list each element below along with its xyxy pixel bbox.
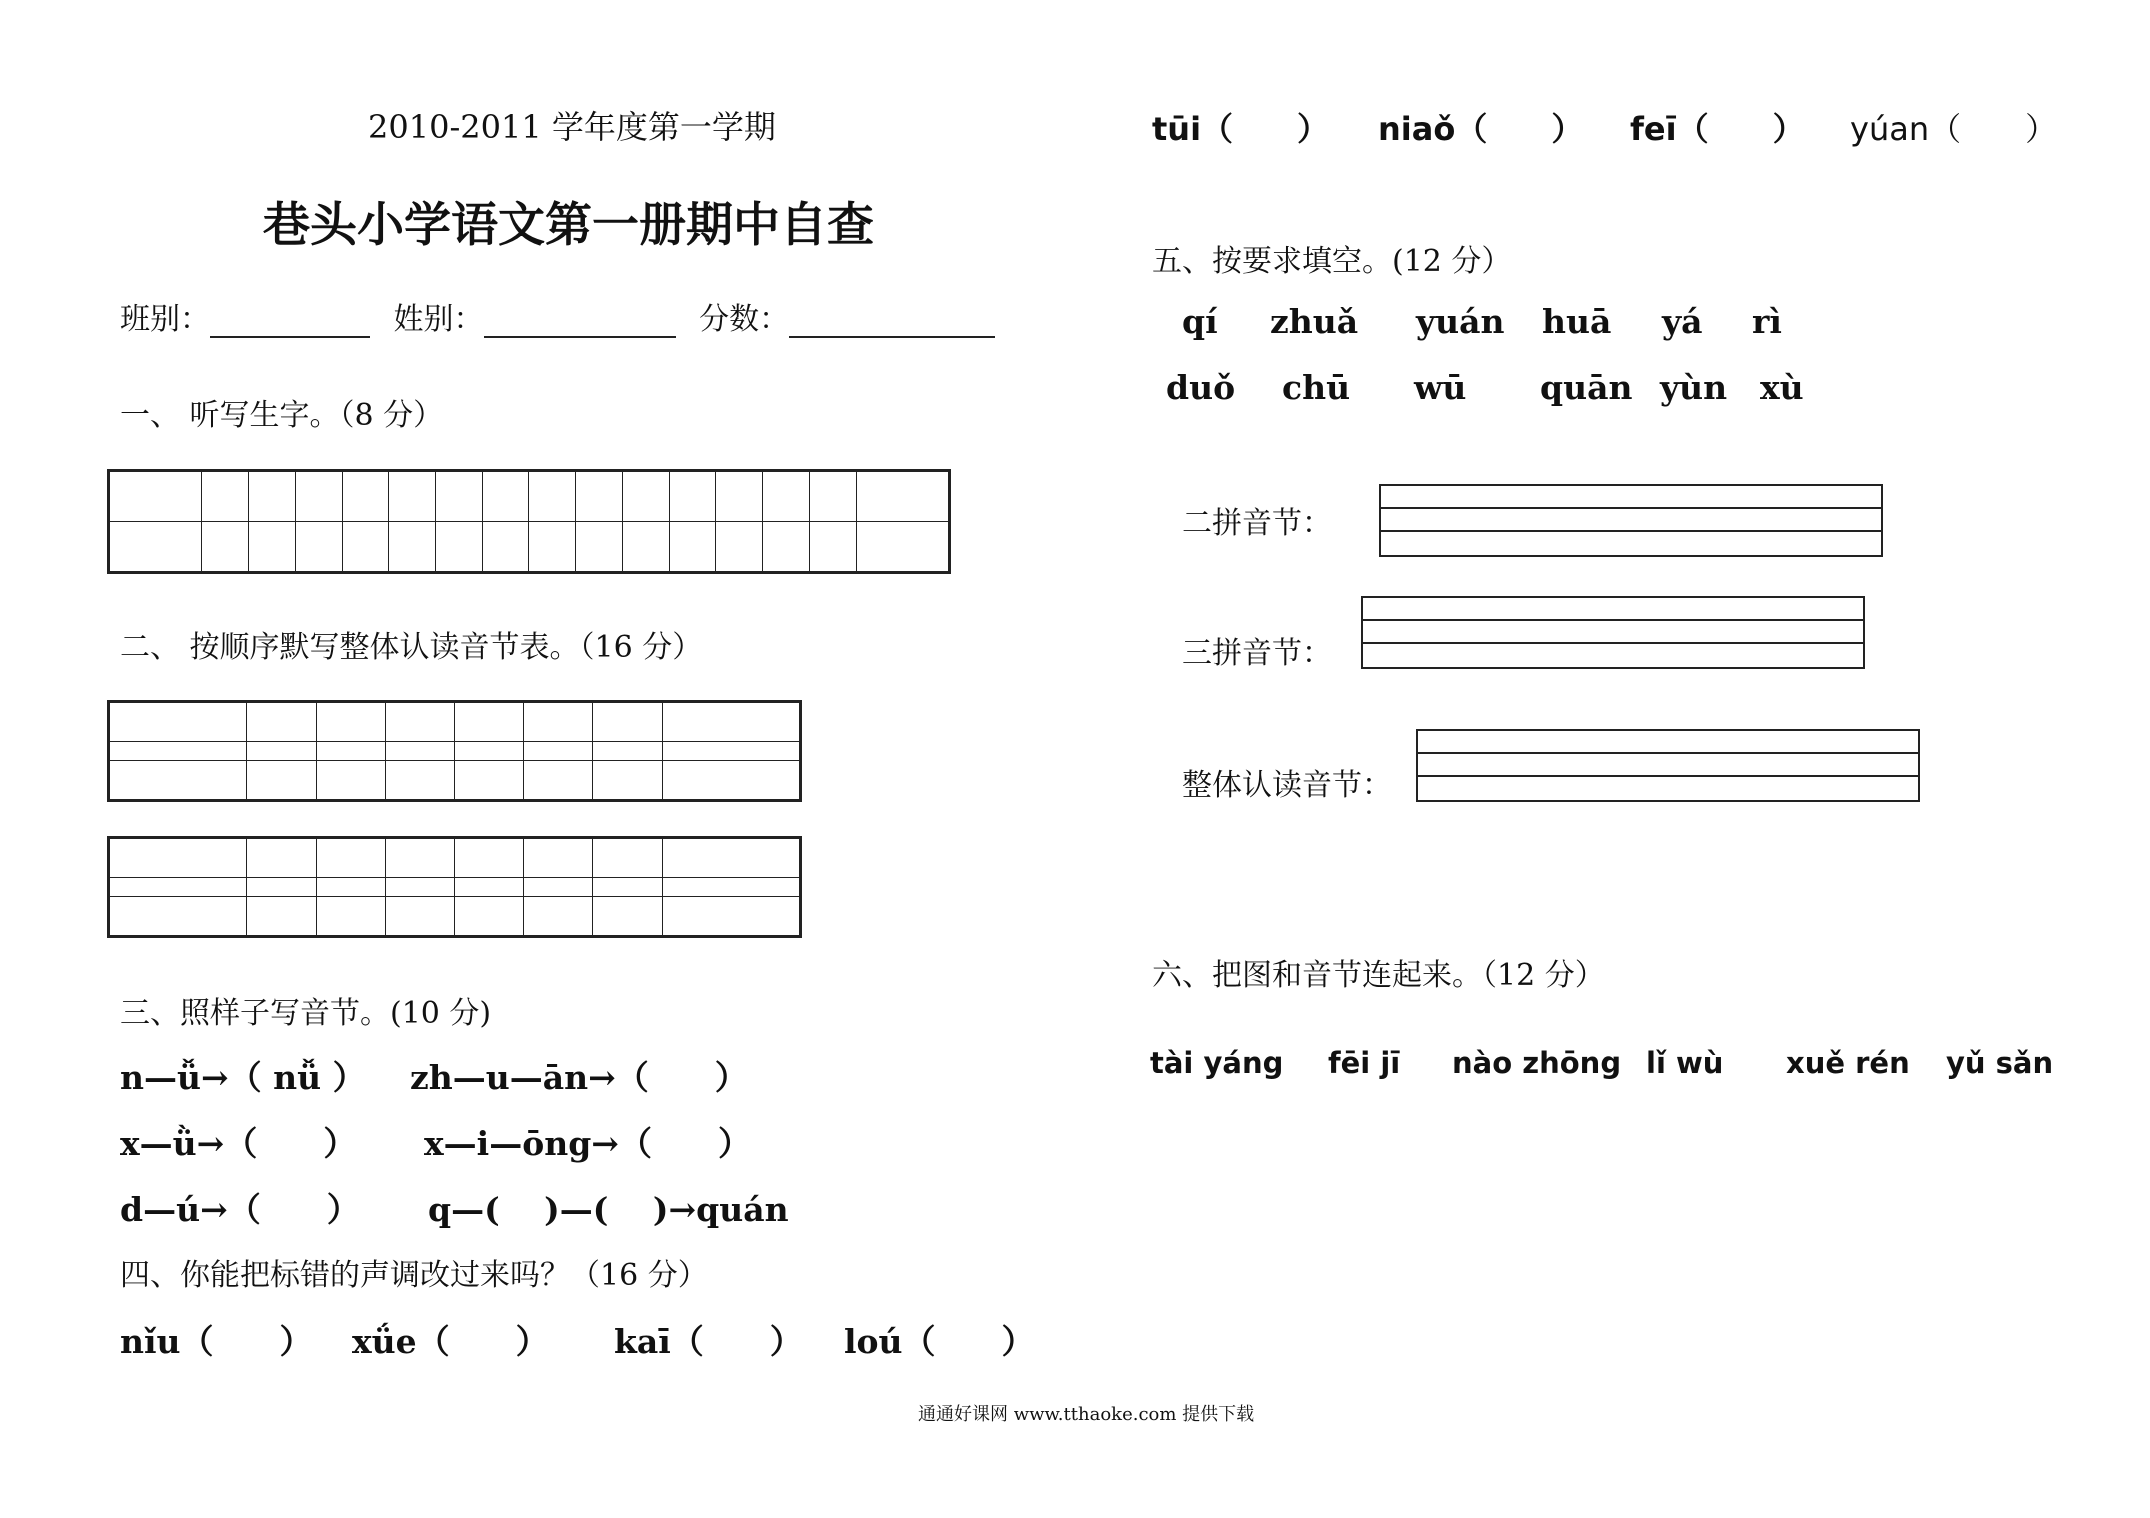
- s5-syllable: quān: [1540, 368, 1633, 407]
- s5-syllable: wū: [1414, 368, 1467, 407]
- s4-item-6: niaǒ（ ）: [1378, 110, 1584, 148]
- info-row: [120, 294, 995, 338]
- two-syllable-answer[interactable]: [1379, 484, 1883, 557]
- whole-syllable-label: 整体认读音节：: [1182, 768, 1392, 803]
- two-syllable-label: 二拼音节：: [1182, 506, 1332, 541]
- s3-row2-a: x—ǜ→（ ）: [120, 1124, 357, 1163]
- s4-item-5: tūi（ ）: [1152, 110, 1330, 148]
- s4-item-2: xǘe（ ）: [352, 1322, 549, 1361]
- s4-item-1: nǐu（ ）: [120, 1322, 313, 1361]
- s6-word-4[interactable]: lǐ wù: [1646, 1046, 1724, 1080]
- s5-syllable: rì: [1752, 302, 1782, 341]
- s3-row1-b: zh—u—ān→（ ）: [410, 1058, 748, 1097]
- s6-word-2[interactable]: fēi jī: [1328, 1046, 1401, 1080]
- section-2-heading: 二、 按顺序默写整体认读音节表。（16 分）: [120, 630, 703, 665]
- section-1-heading: 一、 听写生字。（8 分）: [120, 398, 444, 433]
- section-3-heading: 三、照样子写音节。(10 分): [120, 996, 492, 1031]
- s5-syllable: qí: [1182, 302, 1218, 341]
- s5-syllable: yùn: [1660, 368, 1728, 407]
- s6-word-3[interactable]: nào zhōng: [1452, 1046, 1622, 1080]
- score-field[interactable]: [789, 310, 995, 338]
- s5-syllable: zhuǎ: [1270, 302, 1359, 341]
- s4-item-8: yúan（ ）: [1850, 110, 2058, 148]
- s3-row1-a: n—ǚ→（ nǚ ）: [120, 1058, 366, 1097]
- whole-syllable-answer[interactable]: [1416, 729, 1920, 802]
- score-label: 分数：: [699, 302, 790, 337]
- s5-syllable: huā: [1542, 302, 1612, 341]
- name-field[interactable]: [484, 310, 676, 338]
- s3-row2-b: x—i—ōng→（ ）: [424, 1124, 751, 1163]
- s5-syllable: xù: [1760, 368, 1804, 407]
- s5-syllable: duǒ: [1166, 368, 1236, 407]
- section-5-heading: 五、按要求填空。(12 分）: [1152, 244, 1512, 279]
- name-label: 姓别：: [393, 302, 484, 337]
- s6-word-1[interactable]: tài yáng: [1150, 1046, 1284, 1080]
- s3-row3-b: q—( )—( )→quán: [428, 1190, 789, 1229]
- section-4-heading: 四、你能把标错的声调改过来吗？（16 分）: [120, 1258, 708, 1293]
- s6-word-5[interactable]: xuě rén: [1786, 1046, 1910, 1080]
- s6-word-6[interactable]: yǔ sǎn: [1946, 1046, 2054, 1080]
- section-6-heading: 六、把图和音节连起来。（12 分）: [1152, 958, 1605, 993]
- footer-text: 通通好课网 www.tthaoke.com 提供下载: [918, 1404, 1255, 1425]
- syllable-grid-1[interactable]: [107, 700, 802, 802]
- s5-syllable: chū: [1282, 368, 1351, 407]
- s3-row3-a: d—ú→（ ）: [120, 1190, 360, 1229]
- s5-syllable: yá: [1662, 302, 1703, 341]
- s4-item-7: feī（ ）: [1630, 110, 1805, 148]
- dictation-grid[interactable]: [107, 469, 951, 574]
- syllable-grid-2[interactable]: [107, 836, 802, 938]
- class-label: 班别：: [120, 302, 210, 337]
- s5-syllable: yuán: [1416, 302, 1505, 341]
- class-field[interactable]: [210, 310, 370, 338]
- page-title: 巷头小学语文第一册期中自查: [263, 198, 874, 253]
- three-syllable-label: 三拼音节：: [1182, 636, 1332, 671]
- s4-item-4: loú（ ）: [844, 1322, 1035, 1361]
- s4-item-3: kaī（ ）: [614, 1322, 803, 1361]
- three-syllable-answer[interactable]: [1361, 596, 1865, 669]
- term-heading: 2010-2011 学年度第一学期: [368, 108, 776, 146]
